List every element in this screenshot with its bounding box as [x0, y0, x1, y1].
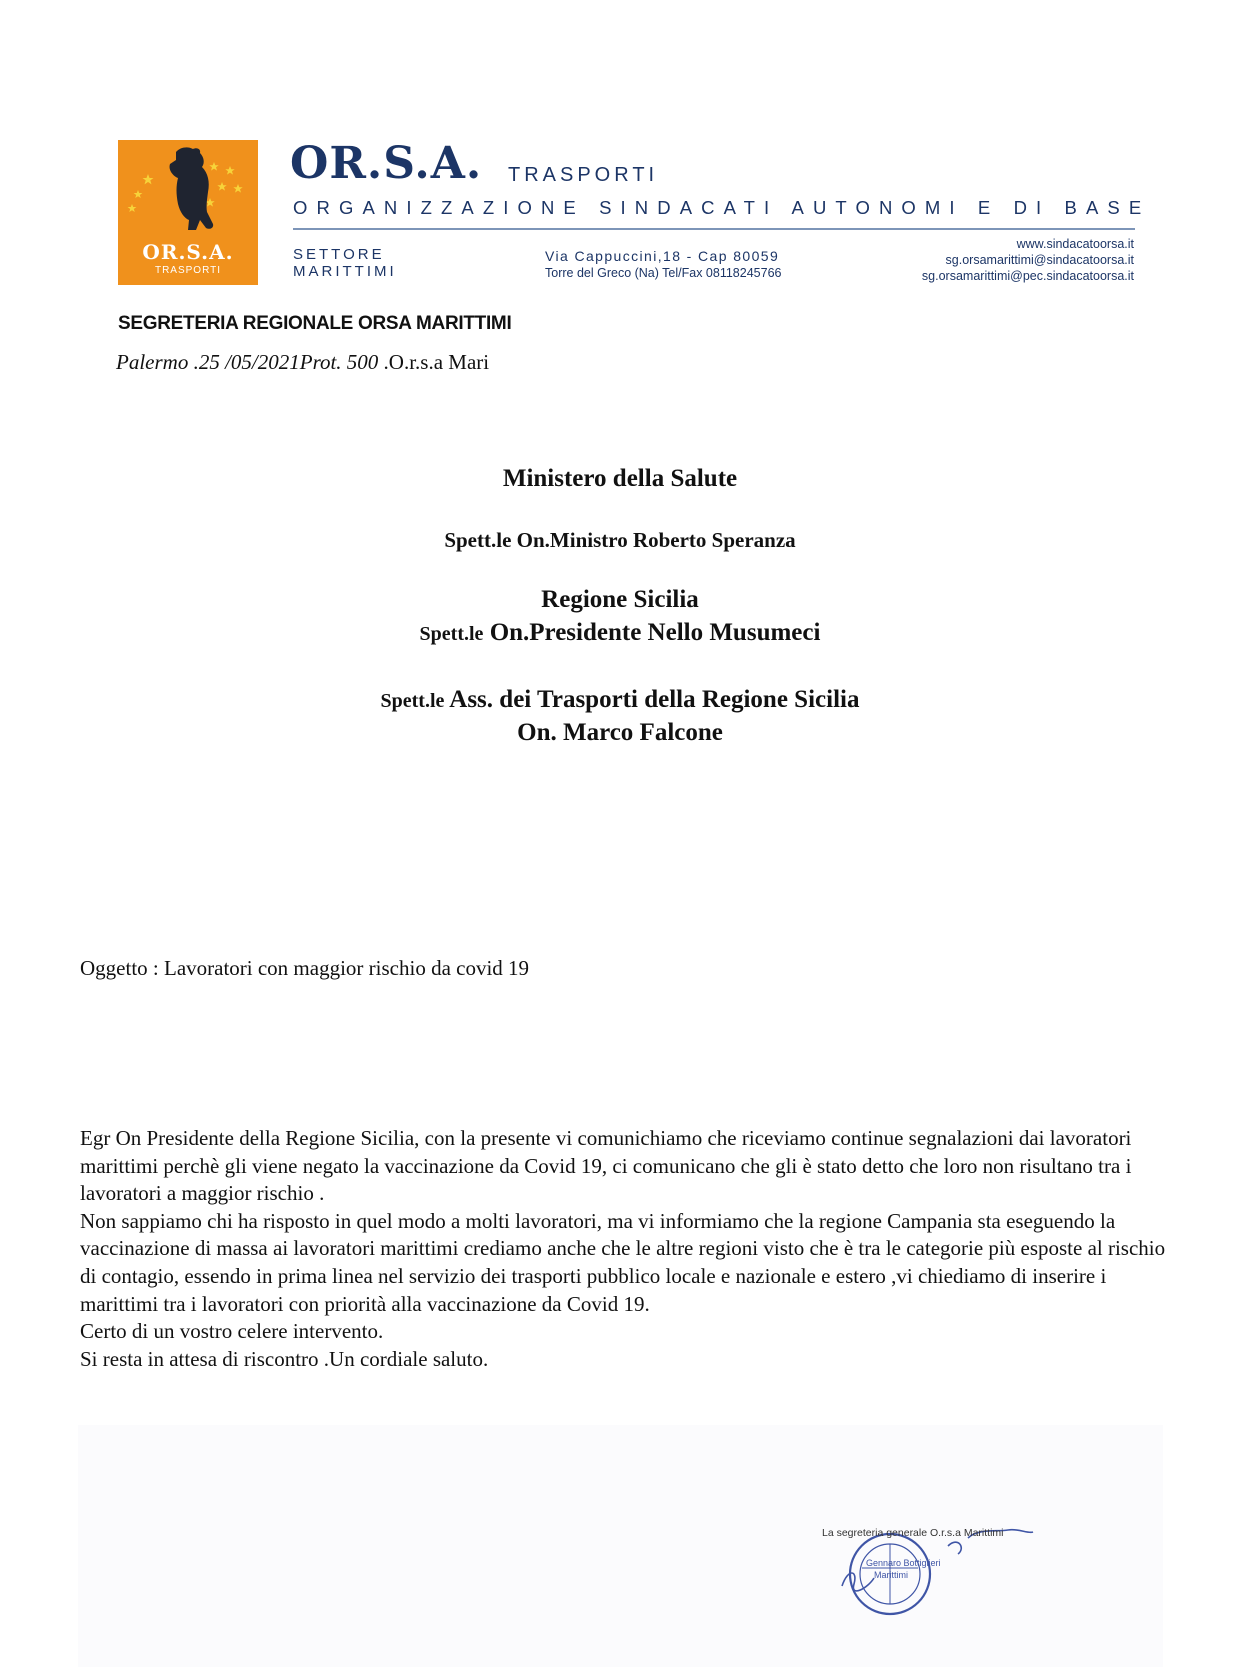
- star-icon: [233, 184, 242, 193]
- sector-label: [293, 246, 397, 280]
- star-icon: [209, 162, 218, 171]
- orsa-logo: [118, 140, 258, 285]
- letterhead-divider: [293, 228, 1135, 230]
- organization-name: ORGANIZZAZIONE SINDACATI AUTONOMI E DI BASE: [293, 197, 1151, 218]
- assessor-title: Ass. dei Trasporti della Regione Sicilia: [444, 686, 860, 713]
- recipient-assessor: [0, 686, 1240, 714]
- body-paragraph: Non sappiamo chi ha risposto in quel modo a molti lavoratori, ma vi informiamo che la regione Campania sta eseguendo la vaccinazione di massa ai lavoratori marittimi crediamo anche che le altre regioni visto che è tra le categorie più esposte al rischio di contagio, essendo in prima linea nel servizio dei trasporti pubblico locale e nazionale e estero ,vi chiediamo di inserire i marittimi tra i lavoratori con priorità alla vaccinazione da Covid 19.: [80, 1208, 1166, 1316]
- brand-subtitle: TRASPORTI: [508, 164, 659, 186]
- letter-body: [80, 1125, 1170, 1373]
- star-icon: [134, 190, 143, 198]
- body-paragraph: Egr On Presidente della Regione Sicilia, con la presente vi comunichiamo che riceviamo continue segnalazioni dai lavoratori marittimi perchè gli viene negato la vaccinazione da Covid 19, ci comunicano che gli è stato detto che loro non risultano tra i lavoratori a maggior rischio .: [80, 1126, 1132, 1206]
- sector-line: MARITTIMI: [293, 263, 397, 280]
- sector-line: SETTORE: [293, 246, 385, 263]
- stamp-name: Gennaro Bottiglieri: [866, 1558, 941, 1568]
- president-name: On.Presidente Nello Musumeci: [483, 619, 821, 646]
- date-protocol: Palermo .25 /05/2021Prot. 500: [116, 350, 379, 374]
- address-block: [545, 248, 781, 282]
- address-street: Via Cappuccini,18 - Cap 80059: [545, 248, 780, 264]
- subject-line: Oggetto : Lavoratori con maggior rischio da covid 19: [80, 956, 530, 980]
- bear-logo-icon: [118, 140, 258, 240]
- website-link: www.sindacatoorsa.it: [1016, 237, 1134, 251]
- body-paragraph: Si resta in attesa di riscontro .Un cordiale saluto.: [80, 1346, 489, 1371]
- recipient-minister: Spett.le On.Ministro Roberto Speranza: [444, 528, 796, 552]
- pec-address: sg.orsamarittimi@pec.sindacatoorsa.it: [921, 269, 1134, 283]
- star-icon: [225, 166, 234, 175]
- secretariat-title: SEGRETERIA REGIONALE ORSA MARITTIMI: [118, 313, 512, 334]
- date-protocol-line: [116, 350, 489, 375]
- address-city-phone: Torre del Greco (Na) Tel/Fax 08118245766: [545, 266, 782, 280]
- salutation-prefix: Spett.le: [380, 690, 445, 712]
- email-address: sg.orsamarittimi@sindacatoorsa.it: [945, 253, 1134, 267]
- star-icon: [217, 182, 226, 191]
- contact-block: [922, 236, 1134, 284]
- signature-label: La segreteria generale O.r.s.a Marittimi: [822, 1527, 1004, 1539]
- recipient-president: [0, 619, 1240, 647]
- logo-text: OR.S.A.: [142, 240, 234, 264]
- logo-subtext: TRASPORTI: [154, 265, 222, 276]
- star-icon: [143, 174, 154, 184]
- star-icon: [128, 204, 137, 212]
- recipient-region: Regione Sicilia: [541, 586, 699, 613]
- recipient-ministry: Ministero della Salute: [502, 465, 738, 492]
- body-paragraph: Certo di un vostro celere intervento.: [80, 1319, 384, 1344]
- recipient-assessor-name: On. Marco Falcone: [517, 719, 723, 746]
- stamp-sector: Marittimi: [874, 1570, 908, 1580]
- protocol-suffix: .O.r.s.a Mari: [378, 350, 490, 374]
- salutation-prefix: Spett.le: [419, 623, 484, 645]
- brand-title: OR.S.A.: [290, 138, 483, 189]
